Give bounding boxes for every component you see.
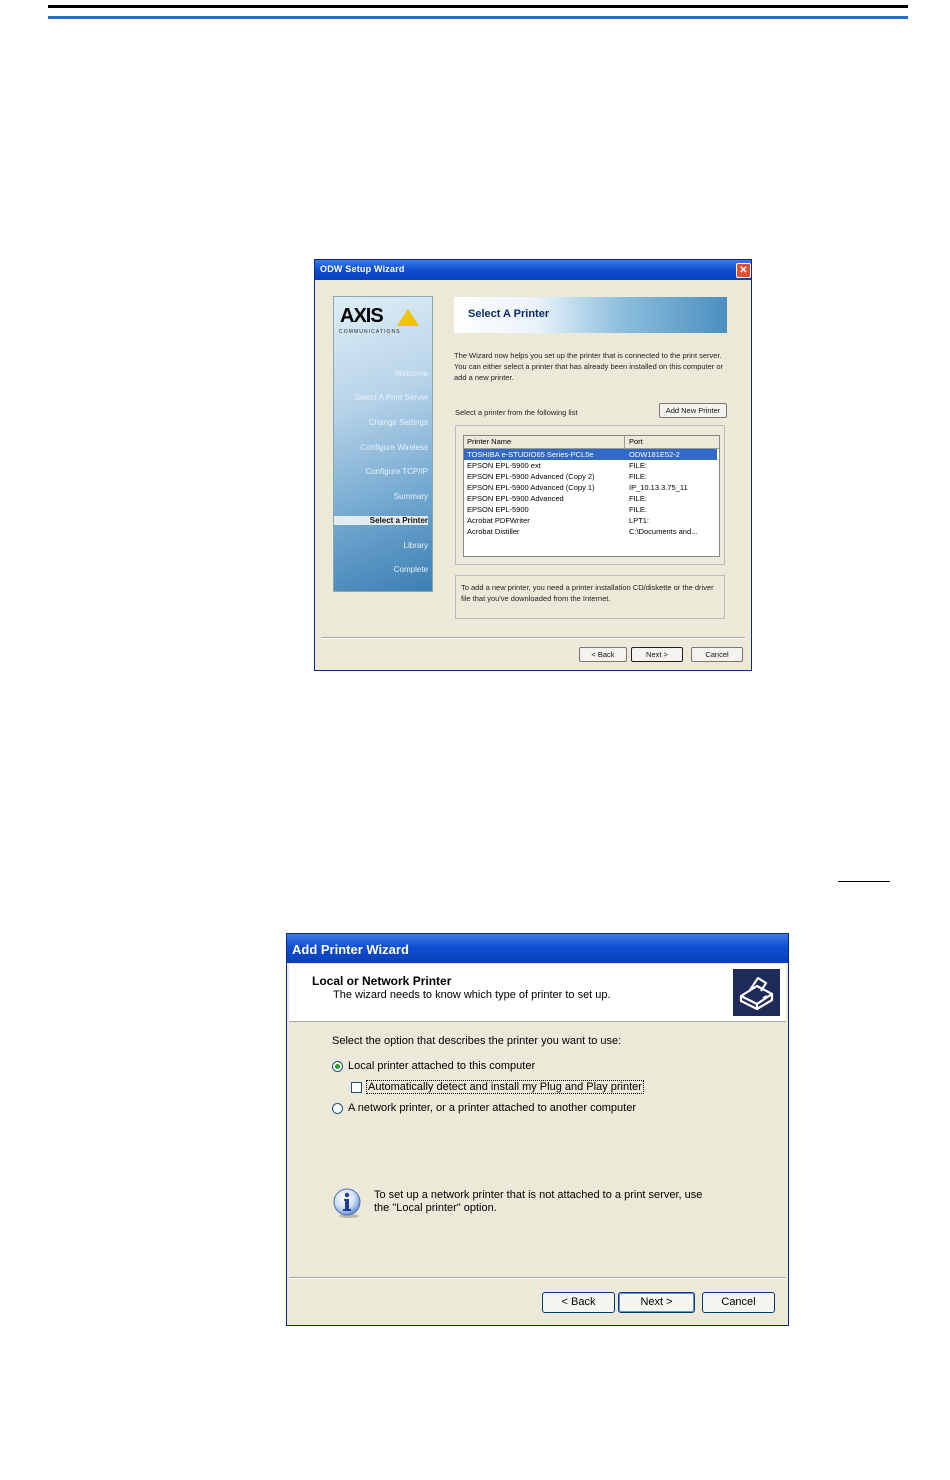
axis-logo: AXIS — [340, 305, 383, 327]
info-text: To set up a network printer that is not attached to a print server, use the "Local printer" option. — [374, 1189, 703, 1214]
printer-row[interactable] — [464, 504, 717, 515]
apw-titlebar[interactable] — [287, 934, 788, 963]
odw-window-title: ODW Setup Wizard — [320, 264, 405, 274]
printer-icon — [733, 969, 780, 1016]
printer-port: ODW181E52-2 — [629, 450, 680, 459]
step-complete: Complete — [393, 565, 428, 574]
printer-port: FILE: — [629, 505, 647, 514]
printer-list-header — [464, 436, 719, 449]
odw-back-button[interactable]: < Back — [579, 647, 627, 662]
column-divider[interactable] — [624, 436, 625, 448]
step-select-printer: Select a Printer — [334, 516, 428, 525]
apw-subheading: The wizard needs to know which type of printer to set up. — [333, 989, 611, 1001]
printer-port: C:\Documents and... — [629, 527, 698, 536]
odw-note-box — [455, 575, 725, 619]
apw-next-button[interactable]: Next > — [618, 1292, 695, 1313]
step-library: Library — [403, 541, 428, 550]
apw-prompt: Select the option that describes the printer you want to use: — [332, 1035, 622, 1047]
apw-cancel-button[interactable]: Cancel — [702, 1292, 775, 1313]
printer-name: EPSON EPL-5900 Advanced (Copy 2) — [467, 472, 595, 481]
apw-heading: Local or Network Printer — [312, 974, 452, 988]
add-new-printer-button[interactable]: Add New Printer — [659, 403, 727, 418]
odw-titlebar[interactable] — [315, 260, 751, 280]
printer-name: EPSON EPL-5900 — [467, 505, 529, 514]
radio-selected-dot — [335, 1064, 340, 1069]
printer-name: Acrobat PDFWriter — [467, 516, 530, 525]
printer-row[interactable] — [464, 515, 717, 526]
step-configure-tcpip: Configure TCP/IP — [365, 467, 428, 476]
page-rule-black — [48, 5, 908, 8]
printer-name: EPSON EPL-5900 Advanced — [467, 494, 564, 503]
page-rule-blue — [48, 16, 908, 19]
short-underline — [838, 881, 890, 882]
add-printer-wizard-window — [286, 933, 789, 1326]
printer-name: EPSON EPL-5900 ext — [467, 461, 541, 470]
odw-note-text: To add a new printer, you need a printer installation CD/diskette or the driver file that you've downloaded from the Internet. — [461, 583, 714, 603]
printer-row[interactable] — [464, 471, 717, 482]
printer-list[interactable] — [463, 435, 720, 557]
auto-detect-checkbox[interactable] — [351, 1082, 362, 1093]
apw-back-button[interactable]: < Back — [542, 1292, 615, 1313]
printer-port: FILE: — [629, 461, 647, 470]
apw-window-title: Add Printer Wizard — [292, 942, 409, 957]
network-printer-label[interactable]: A network printer, or a printer attached to another computer — [348, 1102, 636, 1114]
step-summary: Summary — [393, 492, 428, 501]
printer-port: FILE: — [629, 494, 647, 503]
printer-row[interactable] — [464, 493, 717, 504]
column-header-printer-name[interactable]: Printer Name — [467, 437, 512, 446]
axis-logo-subtitle: COMMUNICATIONS — [339, 329, 401, 335]
odw-cancel-button[interactable]: Cancel — [691, 647, 743, 662]
printer-name: TOSHIBA e-STUDIO65 Series-PCL5e — [467, 450, 594, 459]
printer-row[interactable] — [464, 449, 717, 460]
step-select-print-server: Select A Print Server — [354, 393, 428, 402]
close-icon[interactable]: ✕ — [736, 263, 751, 278]
odw-description: The Wizard now helps you set up the printer that is connected to the print server. You can either select a printer that has already been installed on this computer or add a new printer. — [454, 351, 724, 382]
banner-title: Select A Printer — [468, 308, 550, 320]
printer-list-group — [455, 425, 725, 565]
network-printer-radio[interactable] — [332, 1103, 343, 1114]
printer-row[interactable] — [464, 482, 717, 493]
printer-port: FILE: — [629, 472, 647, 481]
printer-port: IP_10.13.3.75_11 — [629, 483, 688, 492]
select-printer-label: Select a printer from the following list — [455, 408, 578, 417]
printer-port: LPT1: — [629, 516, 650, 525]
odw-next-button[interactable]: Next > — [631, 647, 683, 662]
step-change-settings: Change Settings — [368, 418, 428, 427]
printer-name: Acrobat Distiller — [467, 527, 520, 536]
wizard-step-sidebar — [333, 296, 433, 592]
info-icon — [332, 1187, 362, 1217]
step-welcome: Welcome — [394, 369, 428, 378]
local-printer-radio[interactable] — [332, 1061, 343, 1072]
axis-triangle-icon — [397, 309, 419, 326]
odw-setup-wizard-window — [314, 259, 752, 671]
column-header-port[interactable]: Port — [629, 437, 643, 446]
step-banner — [454, 297, 727, 333]
auto-detect-label[interactable]: Automatically detect and install my Plug and Play printer — [368, 1081, 642, 1093]
odw-footer-divider — [321, 637, 745, 639]
printer-row[interactable] — [464, 460, 717, 471]
printer-row[interactable] — [464, 526, 717, 537]
local-printer-label[interactable]: Local printer attached to this computer — [348, 1060, 536, 1072]
apw-header — [289, 964, 786, 1022]
step-configure-wireless: Configure Wireless — [360, 443, 428, 452]
apw-footer-divider — [289, 1277, 786, 1279]
printer-name: EPSON EPL-5900 Advanced (Copy 1) — [467, 483, 595, 492]
